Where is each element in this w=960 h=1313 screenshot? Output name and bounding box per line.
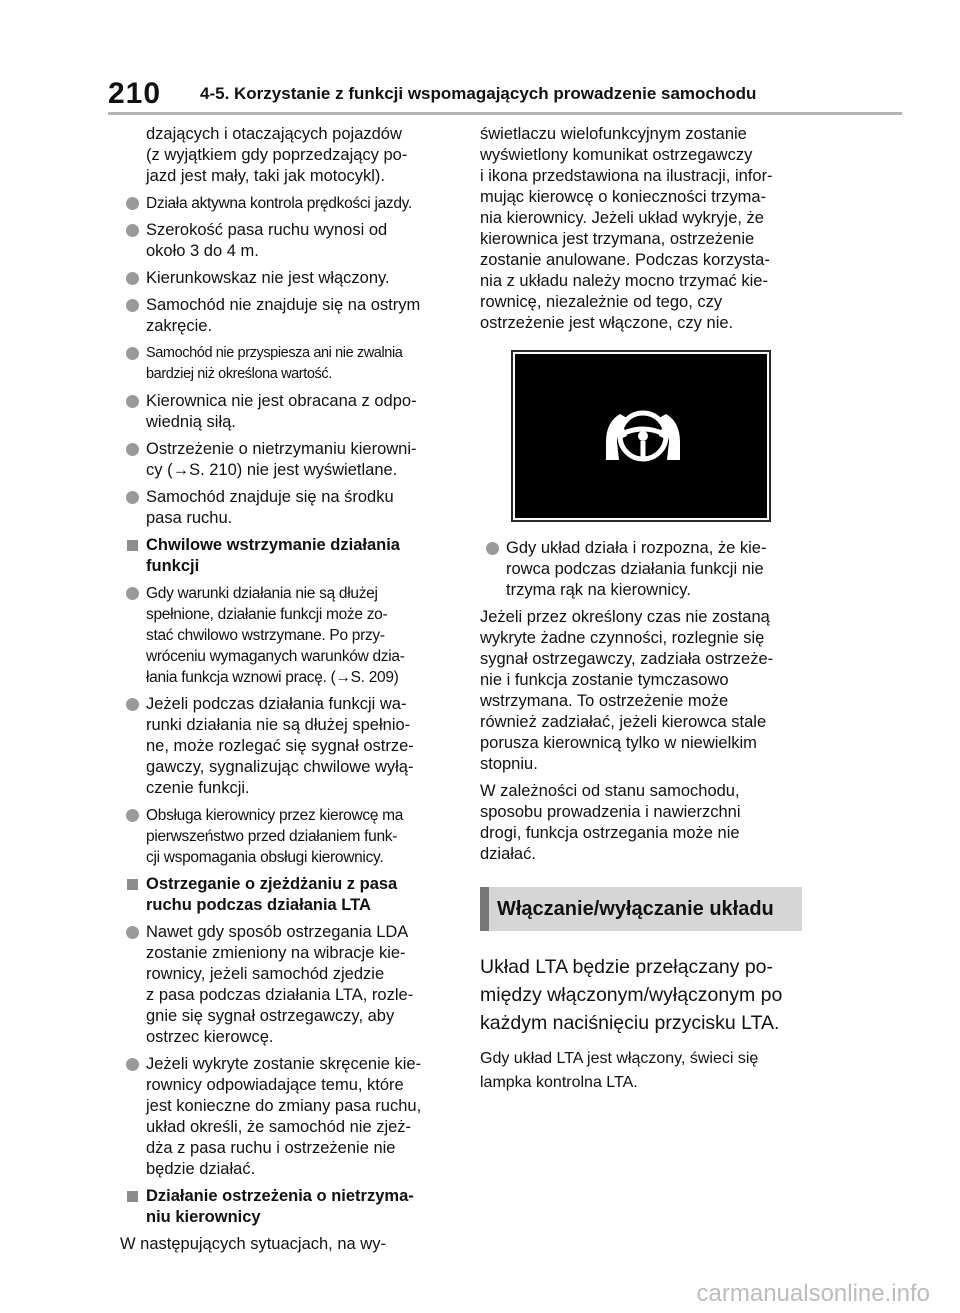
temporary-item: Gdy warunki działania nie są dłużej spełnione, działanie funkcji może zo- stać chwilowo wstrzymane. Po przy- wróceniu wymaganych warunków dzia- łania funkcja wznowi pracę. (→S. 209) [120,583,460,688]
bullet-icon [126,272,139,285]
conditions-paragraph: W zależności od stanu samochodu, sposobu prowadzenia i nawierzchni drogi, funkcja ostrzegania może nie działać. [480,782,741,863]
condition-item: Działa aktywna kontrola prędkości jazdy. [120,193,460,214]
section-lead: Układ LTA będzie przełączany po- między włączonym/wyłączonym po każdym naciśnięciu przycisku LTA. [480,956,783,1034]
departure-item: Nawet gdy sposób ostrzegania LDA zostanie zmieniony na wibracje kie- rownicy, jeżeli samochód zjedzie z pasa podczas działania LTA, rozle- gnie się sygnał ostrzegawczy, aby ostrzec kierowcę. [120,922,460,1048]
condition-item: Kierunkowskaz nie jest włączony. [120,268,460,289]
right-column [480,124,805,1095]
hands-off-intro: W następujących sytuacjach, na wy- [120,1235,386,1253]
warning-paragraph: Jeżeli przez określony czas nie zostaną wykryte żadne czynności, rozlegnie się sygnał ostrzegawczy, zadziała ostrzeże- nie i funkcja zostanie tymczasowo wstrzymana. To ostrzeżenie może również zadziałać, jeżeli kierowca stale porusza kierownicą tylko w niewielkim stopniu. [480,608,774,773]
hands-on-steering-wheel-icon [600,398,686,474]
bullet-icon [126,224,139,237]
section-heading-box [480,887,802,931]
bullet-icon [126,926,139,939]
subheading-lane-departure: Ostrzeganie o zjeżdżaniu z pasa ruchu podczas działania LTA [120,874,460,916]
bullet-icon [126,587,139,600]
bullet-icon [126,197,139,210]
bullet-icon [126,347,139,360]
left-column [120,124,460,1261]
condition-item: Szerokość pasa ruchu wynosi od około 3 do 4 m. [120,220,460,262]
bullet-icon [126,809,139,822]
watermark: carmanualsonline.info [696,1280,930,1307]
bullet-icon [126,1058,139,1071]
bullet-icon [486,542,499,555]
bullet-icon [126,395,139,408]
bullet-icon [126,491,139,504]
condition-item: Samochód nie przyspiesza ani nie zwalnia bardziej niż określona wartość. [120,343,460,385]
bullet-icon [126,443,139,456]
departure-item: Jeżeli wykryte zostanie skręcenie kie- rownicy odpowiadające temu, które jest konieczne do zmiany pasa ruchu, układ określi, że samochód nie zjeż- dża z pasa ruchu i ostrzeżenie nie będzie działać. [120,1054,460,1180]
bullet-icon [126,698,139,711]
temporary-item: Jeżeli podczas działania funkcji wa- runki działania nie są dłużej spełnio- ne, może rozlegać się sygnał ostrze- gawczy, sygnalizując chwilowe wyłą- czenie funkcji. [120,694,460,799]
bullet-icon [126,299,139,312]
condition-item: Kierownica nie jest obracana z odpo- wiednią siłą. [120,391,460,433]
section-note: Gdy układ LTA jest włączony, świeci się lampka kontrolna LTA. [480,1050,759,1091]
temporary-item: Obsługa kierownicy przez kierowcę ma pierwszeństwo przed działaniem funk- cji wspomagania obsługi kierownicy. [120,805,460,868]
page-header [0,0,960,120]
square-bullet-icon [127,879,138,890]
subheading-temporary-suspension: Chwilowe wstrzymanie działania funkcji [120,535,460,577]
square-bullet-icon [127,540,138,551]
section-heading-bar [480,887,489,931]
chapter-title: 4-5. Korzystanie z funkcji wspomagających prowadzenie samochodu [200,84,757,103]
subheading-hands-off-warning: Działanie ostrzeżenia o nietrzyma- niu kierownicy [120,1186,460,1228]
condition-item: Samochód znajduje się na środku pasa ruchu. [120,487,460,529]
figure-caption-item: Gdy układ działa i rozpozna, że kie- rowca podczas działania funkcji nie trzyma rąk na kierownicy. [480,538,805,601]
section-title: Włączanie/wyłączanie układu [497,898,774,920]
right-continuation: świetlaczu wielofunkcyjnym zostanie wyświetlony komunikat ostrzegawczy i ikona przedstawiona na ilustracji, infor- mując kierowcę o konieczności trzyma- nia kierownicy. Jeżeli układ wykryje, że kierownica jest trzymana, ostrzeżenie zostanie anulowane. Podczas korzysta- nia z układu należy mocno trzymać kie- rownicę, niezależnie od tego, czy ostrzeżenie jest włączone, czy nie. [480,125,773,332]
header-divider [108,112,902,115]
warning-display-figure [511,350,771,522]
condition-item: Samochód nie znajduje się na ostrym zakręcie. [120,295,460,337]
page-number: 210 [108,77,162,110]
multi-information-display [515,354,767,518]
intro-continuation: dzających i otaczających pojazdów (z wyjątkiem gdy poprzedzający po- jazd jest mały, taki jak motocykl). [146,125,408,185]
condition-item: Ostrzeżenie o nietrzymaniu kierowni- cy (→S. 210) nie jest wyświetlane. [120,439,460,481]
square-bullet-icon [127,1191,138,1202]
